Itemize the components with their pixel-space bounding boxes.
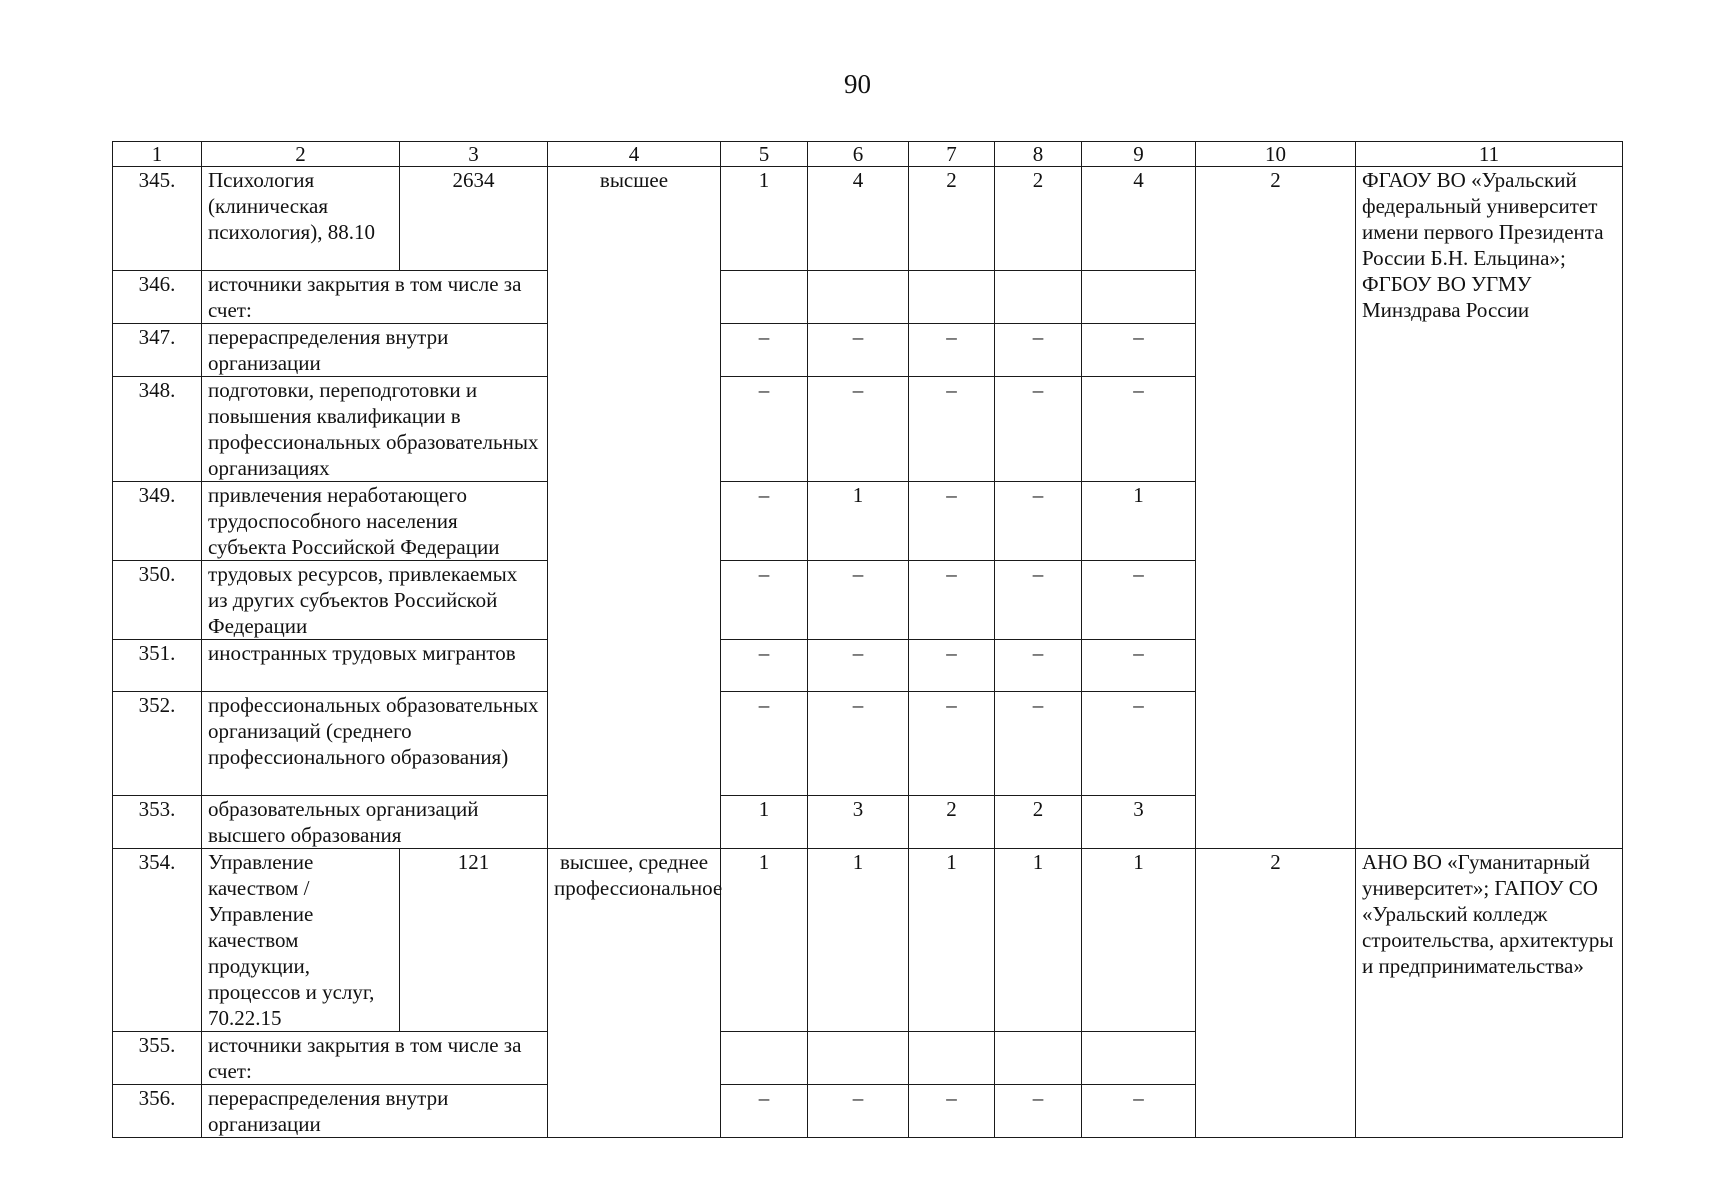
value-cell: 4 (1082, 167, 1196, 271)
value-cell: – (808, 1085, 909, 1138)
training-organizations: ФГАОУ ВО «Уральский федеральный университет имени первого Президента России Б.Н. Ельцина»; ФГБОУ ВО УГМУ Минздрава России (1356, 167, 1623, 849)
value-cell: 2 (995, 167, 1082, 271)
value-cell (808, 271, 909, 324)
source-label: перераспределения внутри организации (202, 324, 548, 377)
value-cell: – (721, 324, 808, 377)
column-header: 6 (808, 142, 909, 167)
value-cell: – (909, 482, 995, 561)
value-cell: 2 (995, 796, 1082, 849)
value-cell (1082, 271, 1196, 324)
value-cell: – (909, 692, 995, 796)
value-cell: – (995, 561, 1082, 640)
table-row (113, 167, 1623, 271)
value-cell: – (1082, 561, 1196, 640)
value-cell (909, 1032, 995, 1085)
value-cell: – (909, 640, 995, 692)
source-label: перераспределения внутри организации (202, 1085, 548, 1138)
value-cell: 2 (1196, 849, 1356, 1138)
value-cell (721, 271, 808, 324)
table-row (113, 849, 1623, 1032)
value-cell: – (995, 324, 1082, 377)
value-cell: 3 (1082, 796, 1196, 849)
value-cell: – (808, 377, 909, 482)
value-cell: – (808, 561, 909, 640)
value-cell: 4 (808, 167, 909, 271)
column-header: 5 (721, 142, 808, 167)
column-header: 4 (548, 142, 721, 167)
value-cell: – (721, 482, 808, 561)
value-cell: – (808, 640, 909, 692)
value-cell: – (721, 1085, 808, 1138)
value-cell: 1 (1082, 849, 1196, 1032)
row-number: 346. (113, 271, 202, 324)
education-level: высшее (548, 167, 721, 849)
source-label: трудовых ресурсов, привлекаемых из других субъектов Российской Федерации (202, 561, 548, 640)
column-header: 2 (202, 142, 400, 167)
profession-code: 2634 (400, 167, 548, 271)
value-cell: 1 (995, 849, 1082, 1032)
profession-name: Управление качеством / Управление качеством продукции, процессов и услуг, 70.22.15 (202, 849, 400, 1032)
value-cell: – (721, 692, 808, 796)
source-label: источники закрытия в том числе за счет: (202, 1032, 548, 1085)
value-cell (721, 1032, 808, 1085)
value-cell: – (909, 561, 995, 640)
value-cell: – (995, 377, 1082, 482)
value-cell (909, 271, 995, 324)
value-cell (995, 1032, 1082, 1085)
value-cell: 2 (1196, 167, 1356, 849)
column-header: 10 (1196, 142, 1356, 167)
value-cell: 1 (808, 482, 909, 561)
row-number: 355. (113, 1032, 202, 1085)
source-label: источники закрытия в том числе за счет: (202, 271, 548, 324)
row-number: 348. (113, 377, 202, 482)
value-cell: 2 (909, 796, 995, 849)
value-cell: – (1082, 640, 1196, 692)
source-label: подготовки, переподготовки и повышения квалификации в профессиональных образовательных организациях (202, 377, 548, 482)
value-cell: – (1082, 692, 1196, 796)
value-cell: – (808, 324, 909, 377)
value-cell: – (995, 482, 1082, 561)
education-level: высшее, среднее профессиональное (548, 849, 721, 1138)
value-cell: – (1082, 377, 1196, 482)
value-cell: 1 (808, 849, 909, 1032)
column-number-row (113, 142, 1623, 167)
page-number: 90 (844, 69, 871, 99)
value-cell: 1 (721, 849, 808, 1032)
column-header: 7 (909, 142, 995, 167)
value-cell: – (1082, 324, 1196, 377)
value-cell: 1 (909, 849, 995, 1032)
row-number: 352. (113, 692, 202, 796)
source-label: образовательных организаций высшего образования (202, 796, 548, 849)
source-label: иностранных трудовых мигрантов (202, 640, 548, 692)
value-cell: – (909, 1085, 995, 1138)
row-number: 351. (113, 640, 202, 692)
value-cell: 1 (721, 167, 808, 271)
value-cell (995, 271, 1082, 324)
profession-name: Психология (клиническая психология), 88.10 (202, 167, 400, 271)
column-header: 8 (995, 142, 1082, 167)
value-cell: – (995, 640, 1082, 692)
row-number: 349. (113, 482, 202, 561)
column-header: 11 (1356, 142, 1623, 167)
row-number: 356. (113, 1085, 202, 1138)
source-label: профессиональных образовательных организаций (среднего профессионального образования) (202, 692, 548, 796)
value-cell: – (721, 377, 808, 482)
row-number: 345. (113, 167, 202, 271)
value-cell: – (909, 377, 995, 482)
training-organizations: АНО ВО «Гуманитарный университет»; ГАПОУ СО «Уральский колледж строительства, архитектуры и предпринимательства» (1356, 849, 1623, 1138)
value-cell: – (808, 692, 909, 796)
workforce-table (112, 141, 1623, 1138)
row-number: 354. (113, 849, 202, 1032)
source-label: привлечения неработающего трудоспособного населения субъекта Российской Федерации (202, 482, 548, 561)
row-number: 353. (113, 796, 202, 849)
value-cell: – (995, 1085, 1082, 1138)
value-cell: 3 (808, 796, 909, 849)
column-header: 9 (1082, 142, 1196, 167)
profession-code: 121 (400, 849, 548, 1032)
value-cell: 1 (721, 796, 808, 849)
value-cell: – (721, 640, 808, 692)
value-cell (1082, 1032, 1196, 1085)
column-header: 1 (113, 142, 202, 167)
column-header: 3 (400, 142, 548, 167)
value-cell: – (995, 692, 1082, 796)
row-number: 350. (113, 561, 202, 640)
row-number: 347. (113, 324, 202, 377)
value-cell: – (721, 561, 808, 640)
value-cell: – (909, 324, 995, 377)
value-cell: – (1082, 1085, 1196, 1138)
value-cell (808, 1032, 909, 1085)
value-cell: 2 (909, 167, 995, 271)
value-cell: 1 (1082, 482, 1196, 561)
